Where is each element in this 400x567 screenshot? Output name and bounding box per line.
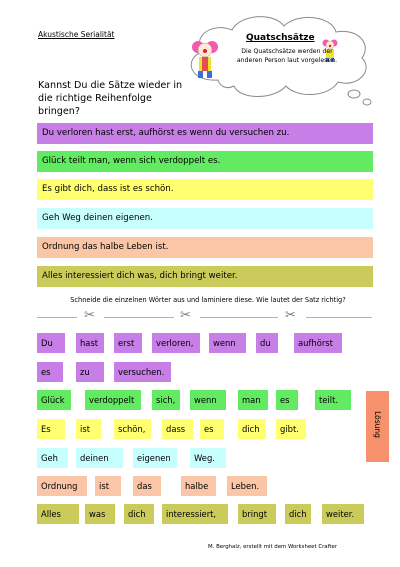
solution-tab[interactable]	[366, 391, 389, 462]
word-tile[interactable]: verdoppelt	[85, 390, 141, 410]
word-tile[interactable]: dich	[238, 419, 266, 439]
word-tile[interactable]: zu	[76, 362, 104, 382]
word-tile[interactable]: wenn	[209, 333, 246, 353]
word-tile[interactable]: es	[276, 390, 298, 410]
word-tile[interactable]: interessiert,	[162, 504, 228, 524]
cloud-title: Quatschsätze	[246, 33, 315, 43]
question-text: Kannst Du die Sätze wieder in die richtige Reihenfolge bringen?	[38, 80, 183, 117]
word-tile[interactable]: Leben.	[227, 476, 267, 496]
cut-line	[200, 317, 278, 318]
sentence-band-1: Du verloren hast erst, aufhörst es wenn du versuchen zu.	[37, 123, 373, 144]
sentence-band-5: Ordnung das halbe Leben ist.	[37, 237, 373, 258]
word-tile[interactable]: dass	[162, 419, 193, 439]
word-tile[interactable]: erst	[114, 333, 142, 353]
sentence-band-2: Glück teilt man, wenn sich verdoppelt es.	[37, 151, 373, 172]
word-tile[interactable]: ist	[76, 419, 101, 439]
word-tile[interactable]: verloren,	[152, 333, 200, 353]
worksheet-title: Akustische Serialität	[38, 30, 115, 39]
word-tile[interactable]: Geh	[37, 448, 68, 468]
word-tile[interactable]: Weg.	[190, 448, 226, 468]
word-tile[interactable]: eigenen	[133, 448, 177, 468]
scissors-icon: ✂	[180, 308, 191, 323]
word-tile[interactable]: bringt	[238, 504, 276, 524]
word-tile[interactable]: aufhörst	[294, 333, 342, 353]
word-tile[interactable]: dich	[124, 504, 154, 524]
word-tile[interactable]: wenn	[190, 390, 226, 410]
instruction-text: Schneide die einzelnen Wörter aus und laminiere diese. Wie lautet der Satz richtig?	[70, 296, 346, 304]
word-tile[interactable]: schön,	[114, 419, 151, 439]
word-tile[interactable]: teilt.	[315, 390, 351, 410]
word-tile[interactable]: deinen	[76, 448, 123, 468]
cut-line	[104, 317, 174, 318]
word-tile[interactable]: versuchen.	[114, 362, 171, 382]
solution-label: Lösung	[373, 411, 382, 438]
cut-line	[306, 317, 372, 318]
word-tile[interactable]: das	[133, 476, 161, 496]
word-tile[interactable]: Ordnung	[37, 476, 87, 496]
scissors-icon: ✂	[84, 308, 95, 323]
word-tile[interactable]: es	[37, 362, 63, 382]
word-tile[interactable]: Es	[37, 419, 65, 439]
sentence-band-4: Geh Weg deinen eigenen.	[37, 208, 373, 229]
word-tile[interactable]: sich,	[152, 390, 180, 410]
cloud-text: Die Quatschsätze werden der anderen Person laut vorgelesen.	[236, 48, 338, 64]
word-tile[interactable]: du	[256, 333, 278, 353]
sentence-band-6: Alles interessiert dich was, dich bringt weiter.	[37, 266, 373, 287]
footer-credit: M. Berghalz, erstellt mit dem Worksheet Crafter	[208, 544, 338, 550]
word-tile[interactable]: weiter.	[322, 504, 364, 524]
word-tile[interactable]: was	[85, 504, 115, 524]
word-tile[interactable]: Alles	[37, 504, 79, 524]
word-tile[interactable]: es	[200, 419, 224, 439]
sentence-band-3: Es gibt dich, dass ist es schön.	[37, 179, 373, 200]
word-tile[interactable]: ist	[95, 476, 121, 496]
clown-icon	[190, 38, 220, 80]
word-tile[interactable]: dich	[285, 504, 311, 524]
cut-line	[37, 317, 77, 318]
word-tile[interactable]: hast	[76, 333, 104, 353]
word-tile[interactable]: gibt.	[276, 419, 306, 439]
scissors-icon: ✂	[285, 308, 296, 323]
word-tile[interactable]: Glück	[37, 390, 71, 410]
word-tile[interactable]: man	[238, 390, 268, 410]
word-tile[interactable]: Du	[37, 333, 65, 353]
word-tile[interactable]: halbe	[181, 476, 216, 496]
